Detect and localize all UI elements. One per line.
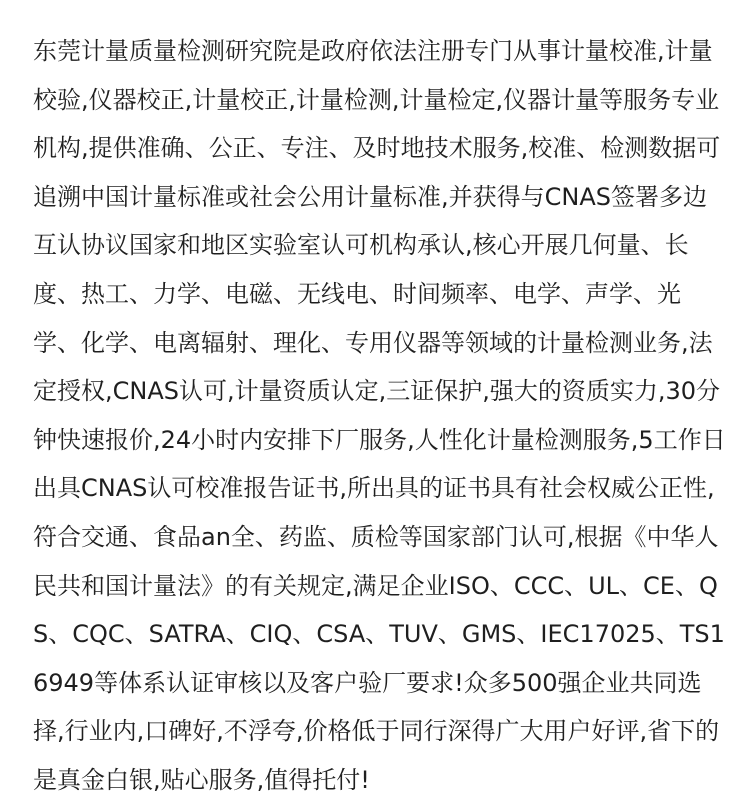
- text-line: 校验,仪器校正,计量校正,计量检测,计量检定,仪器计量等服务专业: [33, 85, 720, 114]
- document-paragraph: [33, 27, 726, 805]
- text-line: 东莞计量质量检测研究院是政府依法注册专门从事计量校准,计量: [33, 37, 713, 65]
- text-line: 学、化学、电离辐射、理化、专用仪器等领域的计量检测业务,法: [33, 328, 713, 357]
- text-line: 机构,提供准确、公正、专注、及时地技术服务,校准、检测数据可: [33, 134, 721, 163]
- text-line: 择,行业内,口碑好,不浮夸,价格低于同行深得广大用户好评,省下的: [33, 717, 720, 746]
- text-line: 民共和国计量法》的有关规定,满足企业ISO、CCC、UL、CE、Q: [33, 571, 718, 600]
- text-line: 6949等体系认证审核以及客户验厂要求!众多500强企业共同选: [33, 668, 702, 697]
- text-line: 度、热工、力学、电磁、无线电、时间频率、电学、声学、光: [33, 279, 681, 308]
- text-line: 钟快速报价,24小时内安排下厂服务,人性化计量检测服务,5工作日: [33, 425, 726, 454]
- text-line: 出具CNAS认可校准报告证书,所出具的证书具有社会权威公正性,: [33, 474, 715, 503]
- text-line: 互认协议国家和地区实验室认可机构承认,核心开展几何量、长: [33, 231, 689, 260]
- text-line: 定授权,CNAS认可,计量资质认定,三证保护,强大的资质实力,30分: [33, 377, 721, 406]
- text-line: 追溯中国计量标准或社会公用计量标准,并获得与CNAS签署多边: [33, 182, 707, 211]
- text-line: 符合交通、食品an全、药监、质检等国家部门认可,根据《中华人: [33, 522, 719, 551]
- text-line: S、CQC、SATRA、CIQ、CSA、TUV、GMS、IEC17025、TS1: [33, 620, 725, 649]
- text-line: 是真金白银,贴心服务,值得托付!: [33, 765, 370, 794]
